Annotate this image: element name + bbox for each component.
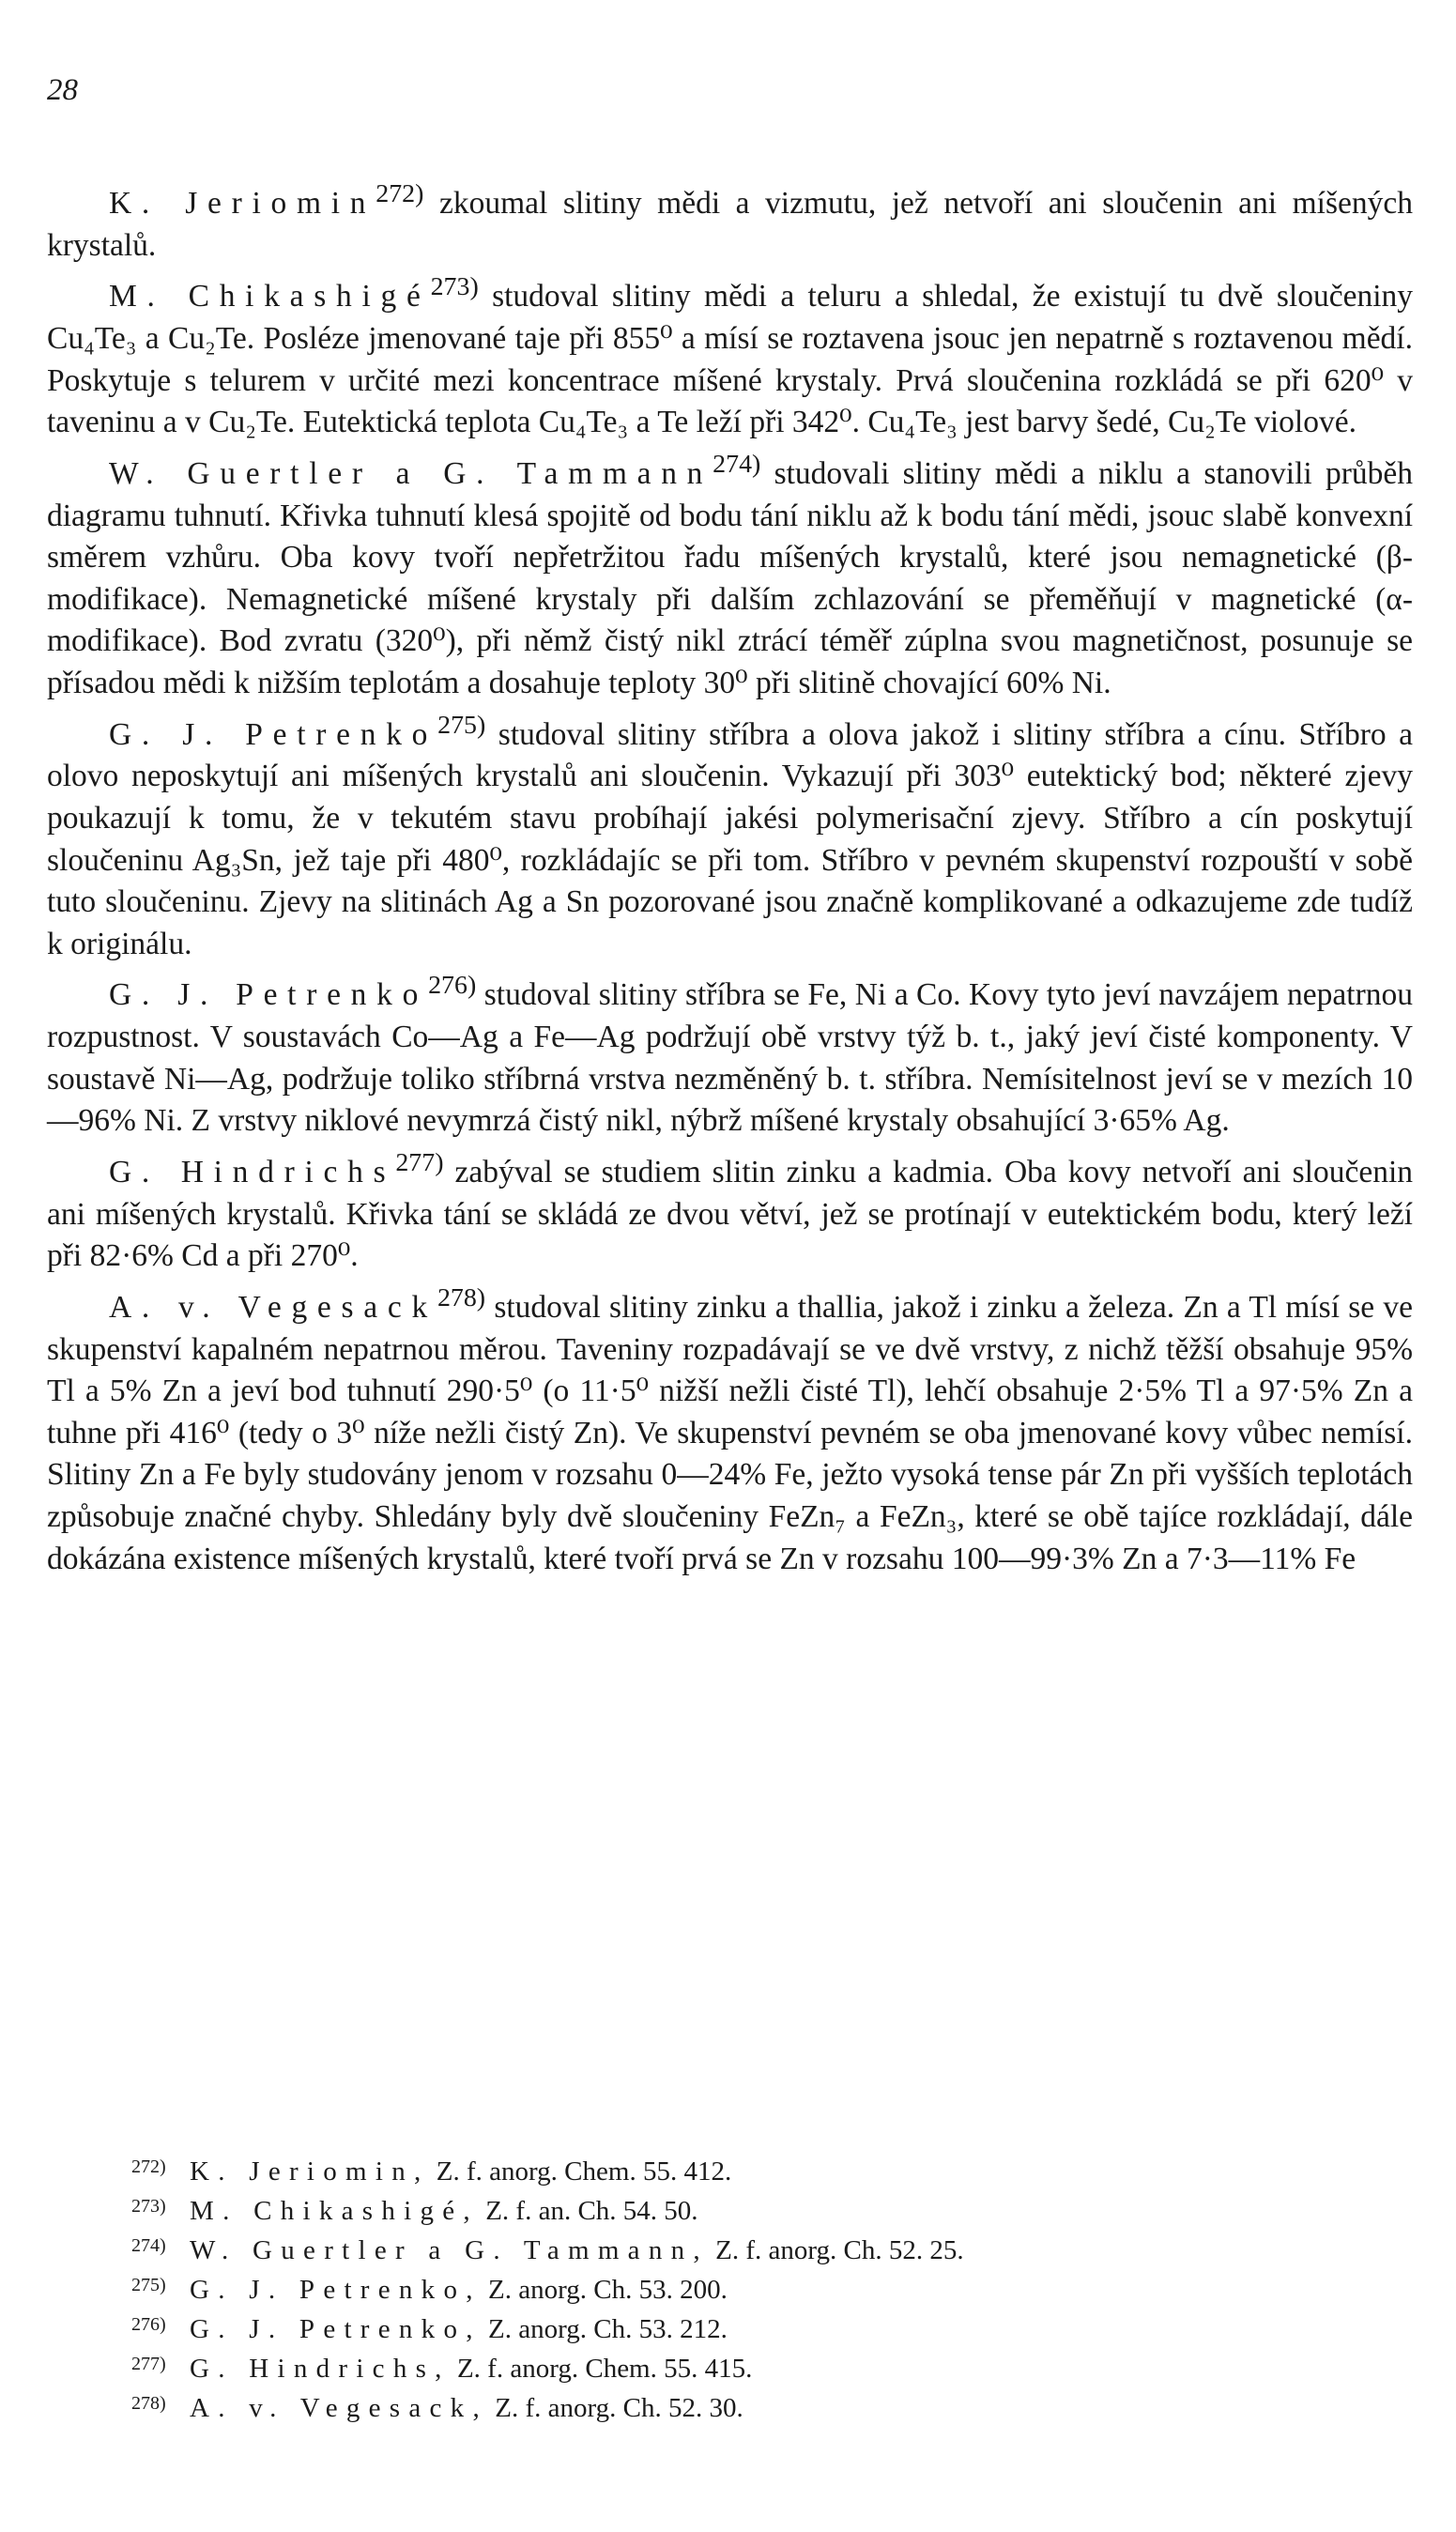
footnote-citation: Z. f. anorg. Ch. 52. 25.: [708, 2235, 964, 2265]
paragraph-text: zkoumal slitiny mědi a vizmutu, jež netvoří ani sloučenin ani míšených krystalů.: [47, 186, 1413, 263]
paragraph-guertler-tammann: [47, 444, 1413, 705]
author-name: G. J. Petrenko: [109, 977, 429, 1013]
paragraph-petrenko-ag-fe-ni-co: [47, 965, 1413, 1143]
footnote-mark: 277): [131, 2354, 166, 2374]
footnote-mark: 276): [131, 2314, 166, 2335]
footnote-author: M. Chikashigé,: [190, 2196, 479, 2226]
footnote-ref[interactable]: 277): [395, 1147, 444, 1177]
footnote-citation: Z. anorg. Ch. 53. 200.: [481, 2275, 728, 2305]
footnote: [131, 2150, 1352, 2189]
footnote-citation: Z. f. anorg. Chem. 55. 415.: [450, 2354, 753, 2384]
footnote-citation: Z. f. an. Ch. 54. 50.: [478, 2196, 698, 2226]
footnote-ref[interactable]: 274): [713, 449, 761, 479]
body-text: [47, 174, 1413, 1580]
footnote-mark: 272): [131, 2156, 166, 2177]
author-name: A. v. Vegesack: [109, 1289, 437, 1325]
footnote: [131, 2347, 1352, 2386]
footnote-mark: 275): [131, 2275, 166, 2295]
footnote: [131, 2386, 1352, 2426]
page-number: 28: [47, 73, 78, 107]
paragraph-jeriomin: [47, 174, 1413, 267]
paragraph-hindrichs: [47, 1143, 1413, 1278]
footnote: [131, 2189, 1352, 2229]
paragraph-text: studoval slitiny stříbra a olova jakož i slitiny stříbra a cínu. Stříbro a olovo neposkytují ani míšených krystalů ani sloučenin. Vykazují při 303⁰ eutektický bod; některé zjevy poukazují k tomu, že v tekutém stavu probíhají jakési polymerisační zjevy. Stříbro a cín poskytují sloučeninu Ag₃Sn, jež taje při 480⁰, rozkládajíc se při tom. Stříbro v pevném skupenství rozpouští v sobě tuto sloučeninu. Zjevy na slitinách Ag a Sn pozorované jsou značně komplikované a odkazujeme zde tudíž k originálu.: [47, 716, 1413, 961]
footnote-citation: Z. f. anorg. Ch. 52. 30.: [488, 2393, 743, 2423]
author-name: G. Hindrichs: [109, 1155, 396, 1189]
footnote-ref[interactable]: 272): [375, 179, 424, 208]
footnote-mark: 273): [131, 2196, 166, 2217]
footnote-ref[interactable]: 275): [437, 710, 486, 740]
paragraph-text: studovali slitiny mědi a niklu a stanovili průběh diagramu tuhnutí. Křivka tuhnutí klesá spojitě od bodu tání niklu až k bodu tání mědi, jsouc slabě konvexní směrem vzhůru. Oba kovy tvoří nepřetržitou řadu míšených krystalů, které jsou nemagnetické (β-modifikace). Nemagnetické míšené krystaly při dalším zchlazování se přeměňují v magnetické (α-modifikace). Bod zvratu (320⁰), při němž čistý nikl ztrácí téměř zúplna svou magnetičnost, posunuje se přísadou mědi k nižším teplotám a dosahuje teploty 30⁰ při slitině chovající 60% Ni.: [47, 456, 1413, 700]
paragraph-text: studoval slitiny zinku a thallia, jakož i zinku a železa. Zn a Tl mísí se ve skupenství kapalném nepatrnou měrou. Taveniny rozpadávají se ve dvě vrstvy, z nichž těžší obsahuje 95% Tl a 5% Zn a jeví bod tuhnutí 290·5⁰ (o 11·5⁰ nižší nežli čisté Tl), lehčí obsahuje 2·5% Tl a 97·5% Zn a tuhne při 416⁰ (tedy o 3⁰ níže nežli čistý Zn). Ve skupenství pevném se oba jmenované kovy vůbec nemísí. Slitiny Zn a Fe byly studovány jenom v rozsahu 0—24% Fe, ježto vysoká tense pár Zn při vyšších teplotách způsobuje značné chyby. Shledány byly dvě sloučeniny FeZn₇ a FeZn₃, které se obě tajíce rozkládají, dále dokázána existence míšených krystalů, které tvoří prvá se Zn v rozsahu 100—99·3% Zn a 7·3—11% Fe: [47, 1289, 1413, 1576]
footnote-ref[interactable]: 278): [437, 1282, 486, 1312]
paragraph-vegesack: [47, 1278, 1413, 1580]
author-name: M. Chikashigé: [109, 279, 431, 315]
footnote-author: G. J. Petrenko,: [190, 2275, 482, 2305]
paragraph-text: studoval slitiny stříbra se Fe, Ni a Co. Kovy tyto jeví navzájem nepatrnou rozpustnost. V soustavách Co—Ag a Fe—Ag podržují obě vrstvy týž b. t., jaký jeví čisté komponenty. V soustavě Ni—Ag, podržuje toliko stříbrná vrstva nezměněný b. t. stříbra. Nemísitelnost jeví se v mezích 10—96% Ni. Z vrstvy niklové nevymrzá čistý nikl, nýbrž míšené krystaly obsahující 3·65% Ag.: [47, 977, 1413, 1139]
footnote-mark: 274): [131, 2235, 166, 2256]
footnote-author: A. v. Vegesack,: [190, 2393, 488, 2423]
author-name: W. Guertler a G. Tammann: [109, 456, 713, 492]
paragraph-petrenko-ag-pb-sn: [47, 705, 1413, 966]
footnote-mark: 278): [131, 2393, 166, 2414]
footnote: [131, 2308, 1352, 2347]
footnote-ref[interactable]: 273): [430, 272, 479, 302]
paragraph-chikashige: [47, 267, 1413, 444]
footnote-ref[interactable]: 276): [428, 971, 477, 1001]
paragraph-text: zabýval se studiem slitin zinku a kadmia. Oba kovy netvoří ani sloučenin ani míšených krystalů. Křivka tání se skládá ze dvou větví, jež se protínají v eutektickém bodu, který leží při 82·6% Cd a při 270⁰.: [47, 1155, 1413, 1274]
author-name: G. J. Petrenko: [109, 716, 438, 752]
footnote: [131, 2268, 1352, 2308]
footnote-citation: Z. anorg. Ch. 53. 212.: [481, 2314, 728, 2344]
footnote-citation: Z. f. anorg. Chem. 55. 412.: [429, 2156, 732, 2187]
paragraph-text: studoval slitiny mědi a teluru a shledal, že existují tu dvě sloučeniny Cu₄Te₃ a Cu₂Te. Posléze jmenované taje při 855⁰ a mísí se roztavena jsouc jen nepatrně s roztavenou mědí. Poskytuje s telurem v určité mezi koncentrace míšené krystaly. Prvá sloučenina rozkládá se při 620⁰ v taveninu a v Cu₂Te. Eutektická teplota Cu₄Te₃ a Te leží při 342⁰. Cu₄Te₃ jest barvy šedé, Cu₂Te violové.: [47, 279, 1413, 440]
footnote-author: K. Jeriomin,: [190, 2156, 430, 2187]
footnote-author: G. Hindrichs,: [190, 2354, 451, 2384]
footnote: [131, 2229, 1352, 2268]
author-name: K. Jeriomin: [109, 186, 376, 222]
footnotes: [131, 2150, 1352, 2426]
footnote-author: G. J. Petrenko,: [190, 2314, 482, 2344]
footnote-author: W. Guertler a G. Tammann,: [190, 2235, 709, 2265]
